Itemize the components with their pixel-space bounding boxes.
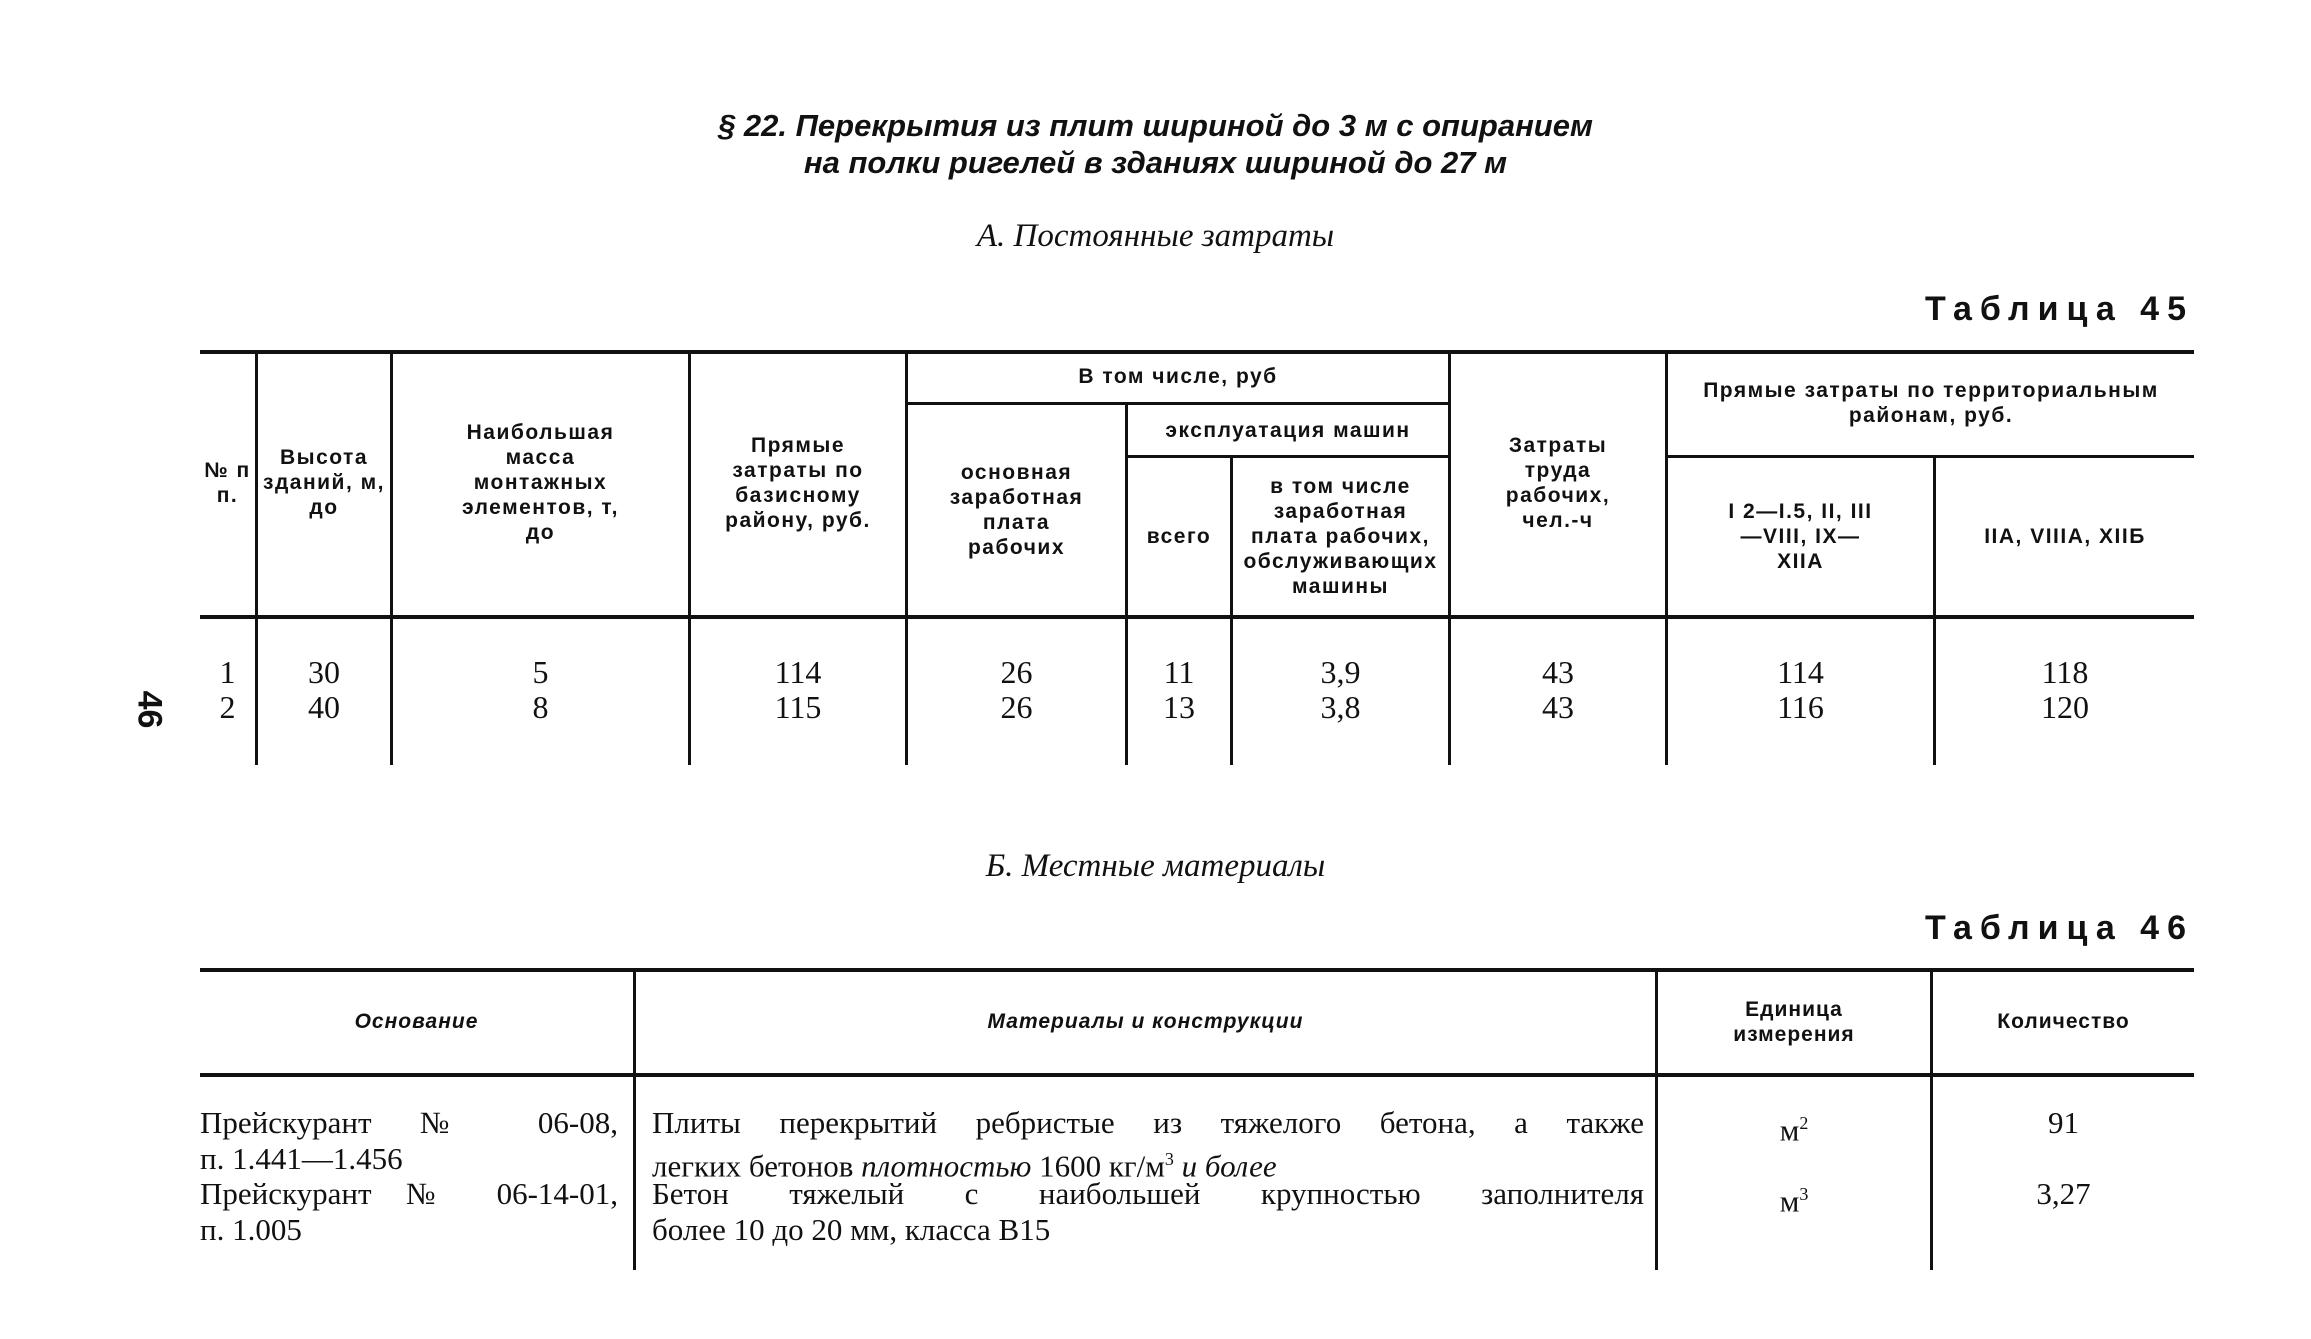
header-machines: эксплуатация машин [1165, 418, 1411, 442]
table45-header-rule [200, 615, 2194, 619]
row2-unit: $м^3$ [1779, 1183, 1809, 1219]
section-title-line1: § 22. Перекрытия из плит шириной до 3 м с опиранием [718, 108, 1593, 143]
row1-unit: $м^2$ [1779, 1112, 1809, 1148]
header-machines-total: всего [1146, 525, 1212, 548]
part-b-subtitle: Б. Местные материалы [985, 848, 1326, 884]
row1-quantity: 91 [2048, 1105, 2079, 1140]
row2-quantity: 3,27 [2036, 1176, 2091, 1211]
header-labor: Затраты труда рабочих, чел.-ч [1505, 433, 1611, 532]
header-mass: Наибольшая масса монтажных элементов, т, до [462, 421, 619, 544]
row2-basis: Прейскурант № 06-14-01, п. 1.005 [200, 1176, 618, 1247]
header-quantity: Количество [1997, 1010, 2130, 1033]
header-machines-wage: в том числе заработная плата рабочих, обслуживающих машины [1243, 475, 1438, 598]
header-unit: Единица измерения [1733, 997, 1855, 1046]
page-number: 46 [130, 690, 169, 729]
header-wage: основная заработная плата рабочих [949, 461, 1084, 559]
header-territorial: Прямые затраты по территориальным районам, руб. [1703, 378, 2159, 427]
row1-materials: Плиты перекрытий ребристые из тяжелого бетона, а также легких бетонов плотностью 1600 $кг/м^3$ и более [652, 1105, 1644, 1184]
header-num: № п п. [204, 458, 251, 507]
section-title-line2: на полки ригелей в зданиях шириной до 27 м [803, 145, 1508, 180]
header-direct-costs: Прямые затраты по базисному району, руб. [725, 433, 871, 532]
table46-header-rule [200, 1073, 2194, 1077]
part-a-subtitle: А. Постоянные затраты [976, 218, 1335, 254]
header-including: В том числе, руб [1078, 364, 1278, 388]
header-basis: Основание [354, 1010, 479, 1033]
header-height: Высота зданий, м, до [263, 446, 385, 519]
row1-basis: Прейскурант № 06-08, п. 1.441—1.456 [200, 1105, 618, 1176]
header-region1: I 2—I.5, II, III—VIII, IX—XIIA [1728, 500, 1873, 573]
table46-label: Таблица 46 [1925, 909, 2194, 947]
table45-label: Таблица 45 [1925, 290, 2194, 328]
header-materials: Материалы и конструкции [987, 1010, 1304, 1033]
row2-materials: Бетон тяжелый с наибольшей крупностью заполнителя более 10 до 20 мм, класса В15 [652, 1176, 1644, 1247]
header-region2: IIA, VIIIA, XIIБ [1984, 525, 2146, 548]
